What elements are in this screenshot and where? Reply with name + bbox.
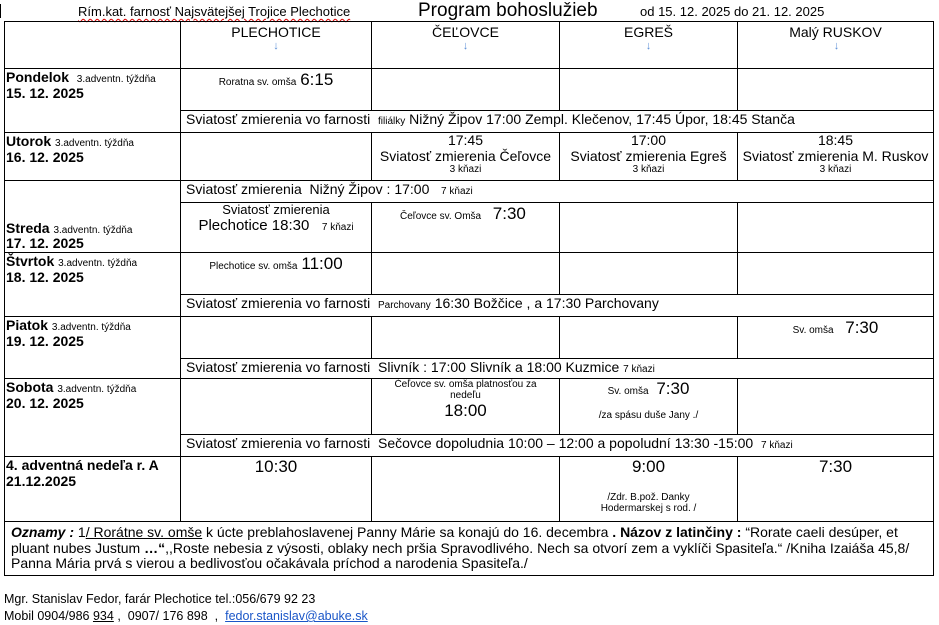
- day-saturday: Sobota 3.adventn. týždňa 20. 12. 2025: [5, 379, 181, 457]
- column-maly-ruskov: Malý RUSKOV ↓: [738, 22, 934, 69]
- page-header: [0, 2, 939, 22]
- mon-celovce-cell: [372, 69, 560, 111]
- tue-celovce-cell: 17:45 Sviatosť zmierenia Čeľovce 3 kňazi: [372, 133, 560, 181]
- wed-plechotice-cell: Sviatosť zmierenia Plechotice 18:30 7 kňazi: [181, 203, 372, 253]
- sat-plechotice-cell: [181, 379, 372, 435]
- row-thursday: [5, 253, 934, 295]
- row-monday: [5, 69, 934, 111]
- announcements: Oznamy : 1/ Rorátne sv. omše k úcte preblahoslavenej Panny Márie sa konajú do 16. decembra . Názov z latinčiny : “Rorate caeli desúper, et pluant nubes Justum …“,,Roste nebesia z výsosti, oblaky nech pršia Spravodlivého. Nech sa otvorí zem a vyklíči Spasiteľa.“ /Kniha Izaiáša 45,8/ Panna Mária prvá s vierou a bedlivosťou očakávala príchod a narodenia Spasiteľa./: [5, 522, 934, 576]
- day-wednesday: Streda 3.adventn. týždňa 17. 12. 2025: [5, 181, 181, 253]
- parish-name: Rím.kat. farnosť Najsvätejšej Trojice Plechotice: [78, 4, 351, 19]
- row-sunday: [5, 457, 934, 522]
- program-period: od 15. 12. 2025 do 21. 12. 2025: [640, 4, 825, 19]
- day-friday: Piatok 3.adventn. týždňa 19. 12. 2025: [5, 317, 181, 379]
- arrow-down-icon: ↓: [645, 39, 652, 52]
- thu-celovce-cell: [372, 253, 560, 295]
- wed-celovce-cell: Čeľovce sv. Omša 7:30: [372, 203, 560, 253]
- column-plechotice: PLECHOTICE ↓: [181, 22, 372, 69]
- thu-plechotice-cell: Plechotice sv. omša 11:00: [181, 253, 372, 295]
- day-sunday: 4. adventná nedeľa r. A 21.12.2025: [5, 457, 181, 522]
- column-celovce: ČEĽOVCE ↓: [372, 22, 560, 69]
- day-thursday: Štvrtok 3.adventn. týždňa 18. 12. 2025: [5, 253, 181, 317]
- sun-celovce-cell: [372, 457, 560, 522]
- mon-confession: Sviatosť zmierenia vo farnosti filiálky Nižný Žipov 17:00 Zempl. Klečenov, 17:45 Úpor, 18:45 Stanča: [181, 111, 934, 133]
- wed-confession: Sviatosť zmierenia Nižný Žipov : 17:00 7 kňazi: [181, 181, 934, 203]
- program-title: Program bohoslužieb: [418, 0, 598, 21]
- text-cursor: [0, 4, 1, 18]
- tue-egres-cell: 17:00 Sviatosť zmierenia Egreš 3 kňazi: [560, 133, 738, 181]
- mon-plechotice-cell: Roratna sv. omša 6:15: [181, 69, 372, 111]
- thu-egres-cell: [560, 253, 738, 295]
- row-notes: [5, 522, 934, 576]
- row-tuesday: [5, 133, 934, 181]
- fri-celovce-cell: [372, 317, 560, 359]
- sun-plechotice-cell: 10:30: [181, 457, 372, 522]
- column-egres: EGREŠ ↓: [560, 22, 738, 69]
- thu-ruskov-cell: [738, 253, 934, 295]
- fri-ruskov-cell: Sv. omša 7:30: [738, 317, 934, 359]
- fri-confession: Sviatosť zmierenia vo farnosti Slivník : 17:00 Slivník a 18:00 Kuzmice 7 kňazi: [181, 359, 934, 379]
- arrow-down-icon: ↓: [833, 39, 840, 52]
- wed-egres-cell: [560, 203, 738, 253]
- tue-ruskov-cell: 18:45 Sviatosť zmierenia M. Ruskov 3 kňazi: [738, 133, 934, 181]
- row-saturday: [5, 379, 934, 435]
- tue-plechotice-cell: [181, 133, 372, 181]
- corner-cell: [5, 22, 181, 69]
- wed-ruskov-cell: [738, 203, 934, 253]
- arrow-down-icon: ↓: [462, 39, 469, 52]
- fri-egres-cell: [560, 317, 738, 359]
- sat-egres-cell: Sv. omša 7:30 /za spásu duše Jany ./: [560, 379, 738, 435]
- sat-confession: Sviatosť zmierenia vo farnosti Sečovce dopoludnia 10:00 – 12:00 a popoludní 13:30 -15:00 7 kňazi: [181, 435, 934, 457]
- mon-egres-cell: [560, 69, 738, 111]
- thu-confession: Sviatosť zmierenia vo farnosti Parchovany 16:30 Božčice , a 17:30 Parchovany: [181, 295, 934, 317]
- sun-egres-cell: 9:00 /Zdr. B.pož. Danky Hodermarskej s rod. /: [560, 457, 738, 522]
- row-friday: [5, 317, 934, 359]
- sat-celovce-cell: Čeľovce sv. omša platnosťou za nedeľu 18:00: [372, 379, 560, 435]
- fri-plechotice-cell: [181, 317, 372, 359]
- mon-ruskov-cell: [738, 69, 934, 111]
- day-monday: Pondelok 3.adventn. týždňa 15. 12. 2025: [5, 69, 181, 133]
- email-link[interactable]: fedor.stanislav@abuke.sk: [225, 609, 368, 623]
- arrow-down-icon: ↓: [273, 39, 279, 52]
- schedule-table: [4, 21, 934, 576]
- day-tuesday: Utorok 3.adventn. týždňa 16. 12. 2025: [5, 133, 181, 181]
- sat-ruskov-cell: [738, 379, 934, 435]
- sun-ruskov-cell: 7:30: [738, 457, 934, 522]
- row-wednesday-confession: [5, 181, 934, 203]
- column-header-row: [5, 22, 934, 69]
- footer-priest: Mgr. Stanislav Fedor, farár Plechotice tel.:056/679 92 23: [4, 592, 316, 606]
- footer-contact: Mobil 0904/986 934 , 0907/ 176 898 , fedor.stanislav@abuke.sk: [4, 609, 368, 623]
